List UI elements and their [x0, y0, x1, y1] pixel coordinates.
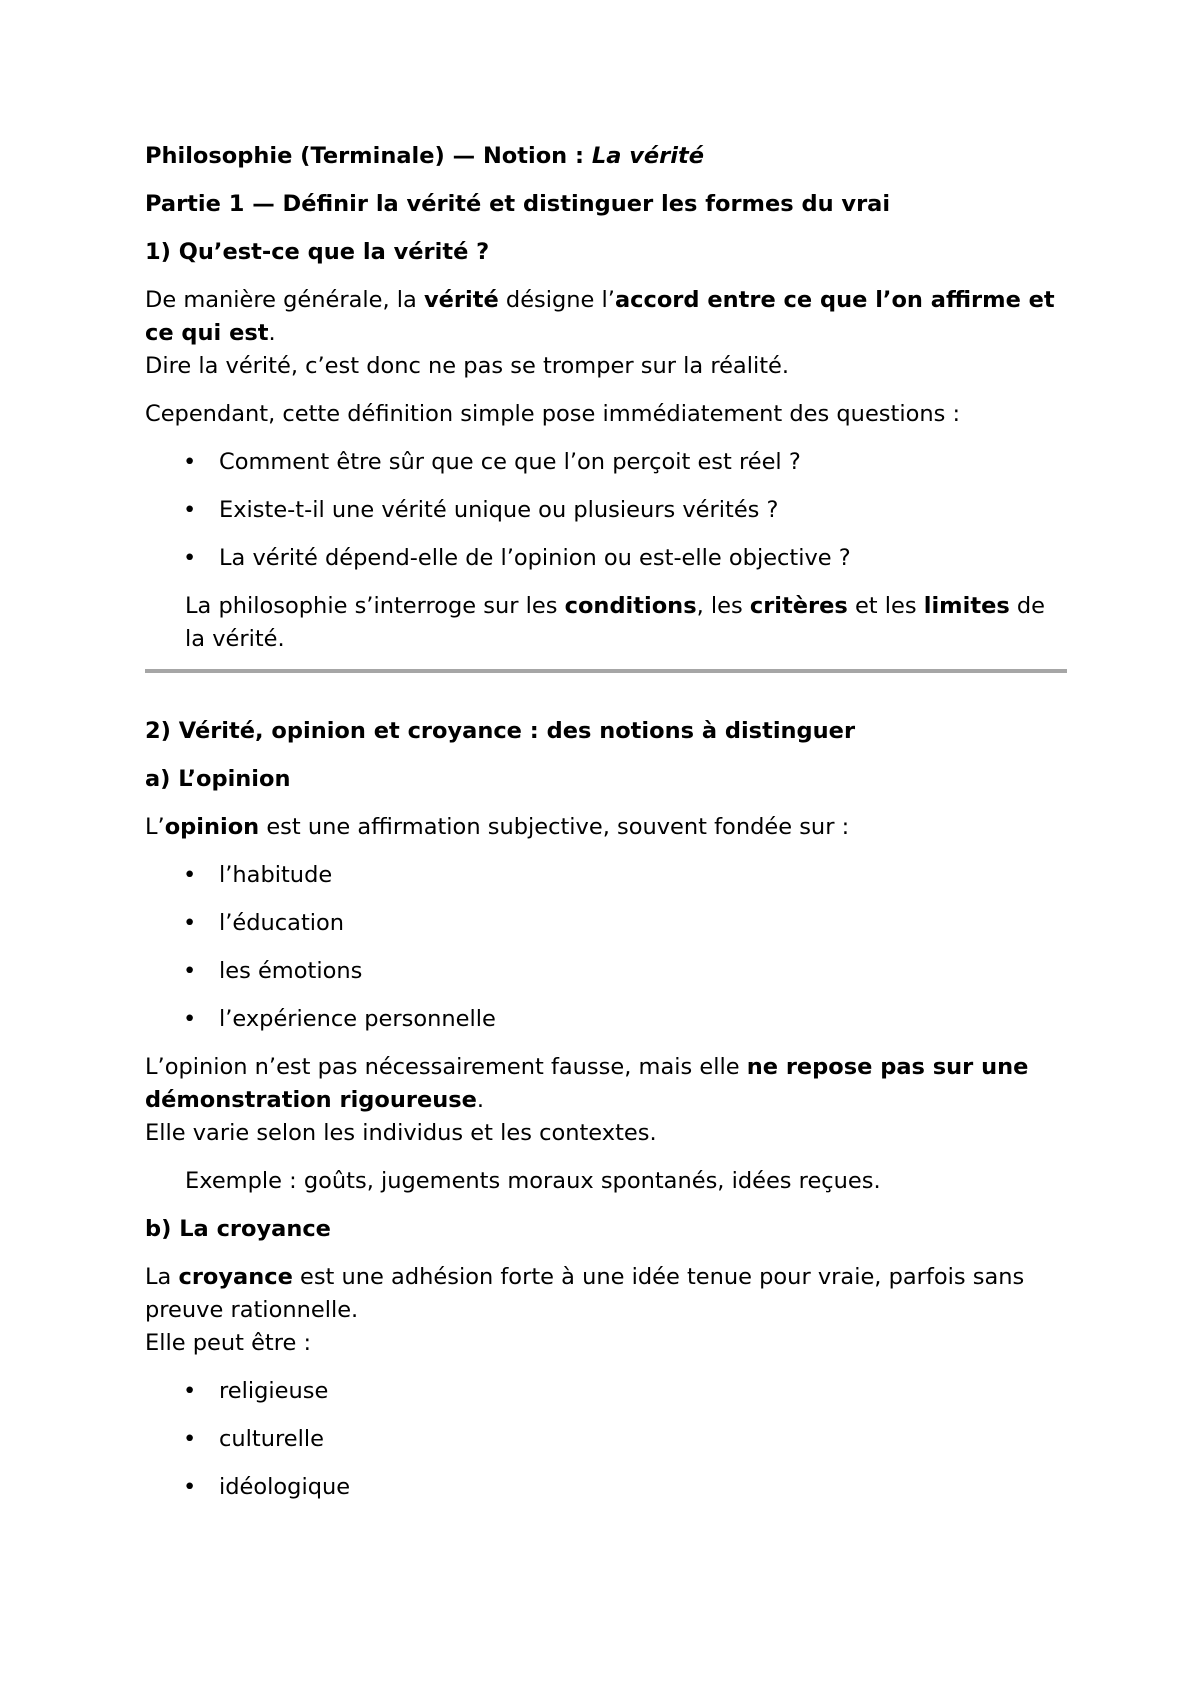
- bullet-icon: •: [183, 449, 197, 475]
- opinion-example: Exemple : goûts, jugements moraux spontanés, idées reçues.: [185, 1168, 881, 1194]
- bold-term: critères: [749, 593, 848, 619]
- bold-term: ne repose pas sur une démonstration rigoureuse: [145, 1054, 1029, 1113]
- list-item-text: religieuse: [219, 1378, 329, 1404]
- list-item: [145, 955, 1065, 988]
- list-item: [145, 494, 1065, 527]
- bullet-icon: •: [183, 958, 197, 984]
- bullet-icon: •: [183, 1006, 197, 1032]
- opinion-sources-list: [145, 859, 1065, 1036]
- bold-term: accord entre ce que l’on affirme et ce qui est: [145, 287, 1055, 346]
- list-item: [145, 1003, 1065, 1036]
- subsection-heading: b) La croyance: [145, 1216, 331, 1242]
- list-item-text: La vérité dépend-elle de l’opinion ou est-elle objective ?: [219, 545, 851, 571]
- text: Elle peut être :: [145, 1330, 312, 1356]
- list-item: [145, 1423, 1065, 1456]
- list-item: [145, 542, 1065, 575]
- list-item-text: l’habitude: [219, 862, 333, 888]
- bullet-icon: •: [183, 545, 197, 571]
- text: est une affirmation subjective, souvent fondée sur :: [259, 814, 850, 840]
- bullet-icon: •: [183, 1426, 197, 1452]
- text: .: [476, 1087, 485, 1113]
- list-item-text: idéologique: [219, 1474, 351, 1500]
- bold-term: conditions: [564, 593, 697, 619]
- bold-term: opinion: [164, 814, 260, 840]
- bullet-icon: •: [183, 497, 197, 523]
- list-item-text: les émotions: [219, 958, 363, 984]
- title-prefix: Philosophie (Terminale) — Notion :: [145, 143, 592, 169]
- text: L’opinion n’est pas nécessairement fausse, mais elle: [145, 1054, 747, 1080]
- questions-intro: Cependant, cette définition simple pose immédiatement des questions :: [145, 401, 961, 427]
- text: désigne l’: [498, 287, 615, 313]
- bold-term: limites: [923, 593, 1010, 619]
- list-item: [145, 859, 1065, 892]
- section-heading: 1) Qu’est-ce que la vérité ?: [145, 239, 490, 265]
- list-item-text: culturelle: [219, 1426, 324, 1452]
- opinion-note: [145, 1051, 1065, 1150]
- list-item-text: Existe-t-il une vérité unique ou plusieurs vérités ?: [219, 497, 779, 523]
- text: .: [268, 320, 276, 346]
- conclusion-paragraph: [145, 590, 1065, 656]
- bullet-icon: •: [183, 910, 197, 936]
- text: Dire la vérité, c’est donc ne pas se tromper sur la réalité.: [145, 353, 790, 379]
- bold-term: vérité: [424, 287, 499, 313]
- text: De manière générale, la: [145, 287, 424, 313]
- subsection-heading: a) L’opinion: [145, 766, 291, 792]
- definition-paragraph: [145, 284, 1065, 383]
- text: et les: [847, 593, 924, 619]
- text: , les: [696, 593, 750, 619]
- section-heading: 2) Vérité, opinion et croyance : des notions à distinguer: [145, 718, 856, 744]
- text: La philosophie s’interroge sur les: [185, 593, 565, 619]
- text: de la vérité.: [185, 593, 1046, 652]
- list-item-text: l’expérience personnelle: [219, 1006, 496, 1032]
- part-heading: Partie 1 — Définir la vérité et distinguer les formes du vrai: [145, 191, 891, 217]
- list-item: [145, 907, 1065, 940]
- list-item-text: Comment être sûr que ce que l’on perçoit est réel ?: [219, 449, 801, 475]
- notion-name: La vérité: [591, 143, 704, 169]
- text: La: [145, 1264, 179, 1290]
- questions-list: [145, 446, 1065, 575]
- list-item-text: l’éducation: [219, 910, 345, 936]
- horizontal-divider: [145, 669, 1067, 673]
- bullet-icon: •: [183, 862, 197, 888]
- opinion-intro: [145, 811, 1065, 844]
- list-item: [145, 1471, 1065, 1504]
- text: L’: [145, 814, 165, 840]
- croyance-types-list: [145, 1375, 1065, 1504]
- document-title: [145, 140, 1065, 173]
- bold-term: croyance: [178, 1264, 293, 1290]
- list-item: [145, 1375, 1065, 1408]
- text: Elle varie selon les individus et les contextes.: [145, 1120, 657, 1146]
- bullet-icon: •: [183, 1474, 197, 1500]
- bullet-icon: •: [183, 1378, 197, 1404]
- text: est une adhésion forte à une idée tenue pour vraie, parfois sans preuve rationnelle.: [145, 1264, 1025, 1323]
- croyance-intro: [145, 1261, 1065, 1360]
- list-item: [145, 446, 1065, 479]
- document-page: [145, 140, 1065, 1519]
